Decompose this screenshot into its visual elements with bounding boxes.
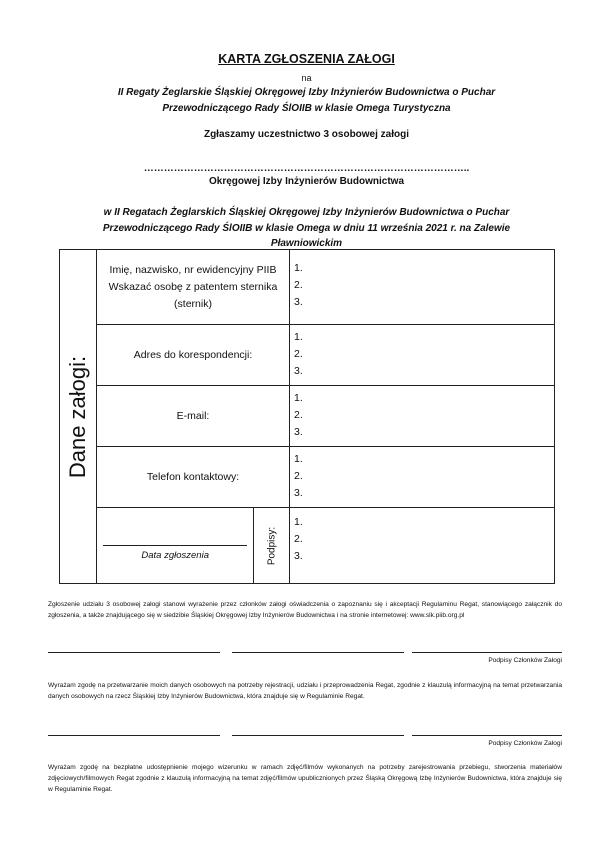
crew-data-table [59, 249, 555, 584]
regulations-note: Zgłoszenie udziału 3 osobowej załogi stanowi wyrażenie przez członków załogi oświadczenia o zapoznaniu się i akceptacji Regulaminu Regat, stanowiącego załącznik do zgłoszenia, a także znajdującego się w siedzibie Śląskiej Okręgowej Izby Inżynierów Budownictwa i na stronie internetowej: www.slk.piib.org.pl [48, 601, 562, 619]
entry-number: 3. [294, 550, 303, 562]
signature-line[interactable] [232, 735, 404, 736]
entry-number: 2. [294, 279, 303, 291]
signature-line[interactable] [232, 652, 404, 653]
na-label: na [301, 73, 312, 83]
address-entries[interactable] [290, 325, 555, 386]
email-entries[interactable] [290, 386, 555, 447]
regatta-name-line1: II Regaty Żeglarskie Śląskiej Okręgowej Izby Inżynierów Budownictwa o Puchar [117, 87, 496, 98]
label-line: Adres do korespondencji: [133, 348, 253, 361]
page-title: KARTA ZGŁOSZENIA ZAŁOGI [218, 52, 395, 66]
row-label-email [97, 386, 290, 447]
signature-line[interactable] [412, 735, 562, 736]
entry-number: 2. [294, 409, 303, 421]
row-label-crew [97, 250, 290, 325]
chamber-name-blank: …………………………………………………………………………………….. [143, 163, 470, 174]
entry-number: 2. [294, 533, 303, 545]
date-label: Data zgłoszenia [141, 550, 209, 561]
image-consent-note: Wyrażam zgodę na bezpłatne udostępnienie mojego wizerunku w ramach zdjęć/filmów wykonanych na potrzeby zarejestrowania przebiegu, stworzenia materiałów zdjęciowych/filmowych Regat zgodnie z klauzulą informacyjną na temat zdjęć/filmów upublicznionych przez Śląską Okręgową Izbę Inżynierów Budownictwa, która znajduje się w Regulaminie Regat. [48, 764, 562, 793]
podpisy-label: Podpisy: [266, 526, 278, 565]
side-label: Dane załogi: [65, 355, 90, 478]
podpisy-cell [254, 508, 290, 584]
entry-number: 1. [294, 262, 303, 274]
signature-line[interactable] [412, 652, 562, 653]
signature-entries[interactable] [290, 508, 555, 584]
zglaszamy-text: Zgłaszamy uczestnictwo 3 osobowej załogi [203, 129, 410, 140]
label-line: Wskazać osobę z patentem sternika [108, 280, 278, 293]
row-label-phone [97, 447, 290, 508]
body-text-line3: Pławniowickim [270, 238, 343, 249]
label-line: E-mail: [176, 409, 210, 422]
phone-entries[interactable] [290, 447, 555, 508]
crew-entries[interactable] [290, 250, 555, 325]
crew-signatures-label: Podpisy Członków Załogi [488, 657, 562, 664]
crew-signatures-label: Podpisy Członków Załogi [488, 740, 562, 747]
entry-number: 3. [294, 365, 303, 377]
entry-number: 1. [294, 331, 303, 343]
body-text-line2: Przewodniczącego Rady ŚlOIIB w klasie Omega w dniu 11 września 2021 r. na Zalewie [102, 223, 511, 234]
side-label-cell [60, 250, 97, 584]
date-cell[interactable] [97, 508, 254, 584]
entry-number: 1. [294, 516, 303, 528]
row-label-address [97, 325, 290, 386]
entry-number: 3. [294, 296, 303, 308]
entry-number: 2. [294, 470, 303, 482]
gdpr-consent-note: Wyrażam zgodę na przetwarzanie moich danych osobowych na potrzeby rejestracji, udziału i przeprowadzenia Regat, zgodnie z klauzulą informacyjną na temat przetwarzania danych osobowych na rzecz Śląskiej Izby Inżynierów Budownictwa, która znajduje się w Regulaminie Regat. [48, 682, 562, 700]
label-line: (sternik) [174, 297, 212, 310]
body-text-line1: w II Regatach Żeglarskich Śląskiej Okręgowej Izby Inżynierów Budownictwa o Puchar [103, 207, 510, 218]
label-line: Imię, nazwisko, nr ewidencyjny PIIB [109, 263, 277, 276]
label-line: Telefon kontaktowy: [146, 470, 240, 483]
entry-number: 1. [294, 392, 303, 404]
signature-line[interactable] [48, 652, 220, 653]
entry-number: 2. [294, 348, 303, 360]
entry-number: 3. [294, 487, 303, 499]
date-signature-line [103, 545, 247, 546]
regatta-name-line2: Przewodniczącego Rady ŚlOIIB w klasie Omega Turystyczna [162, 103, 451, 114]
chamber-label: Okręgowej Izby Inżynierów Budownictwa [208, 176, 405, 187]
entry-number: 3. [294, 426, 303, 438]
entry-number: 1. [294, 453, 303, 465]
signature-line[interactable] [48, 735, 220, 736]
